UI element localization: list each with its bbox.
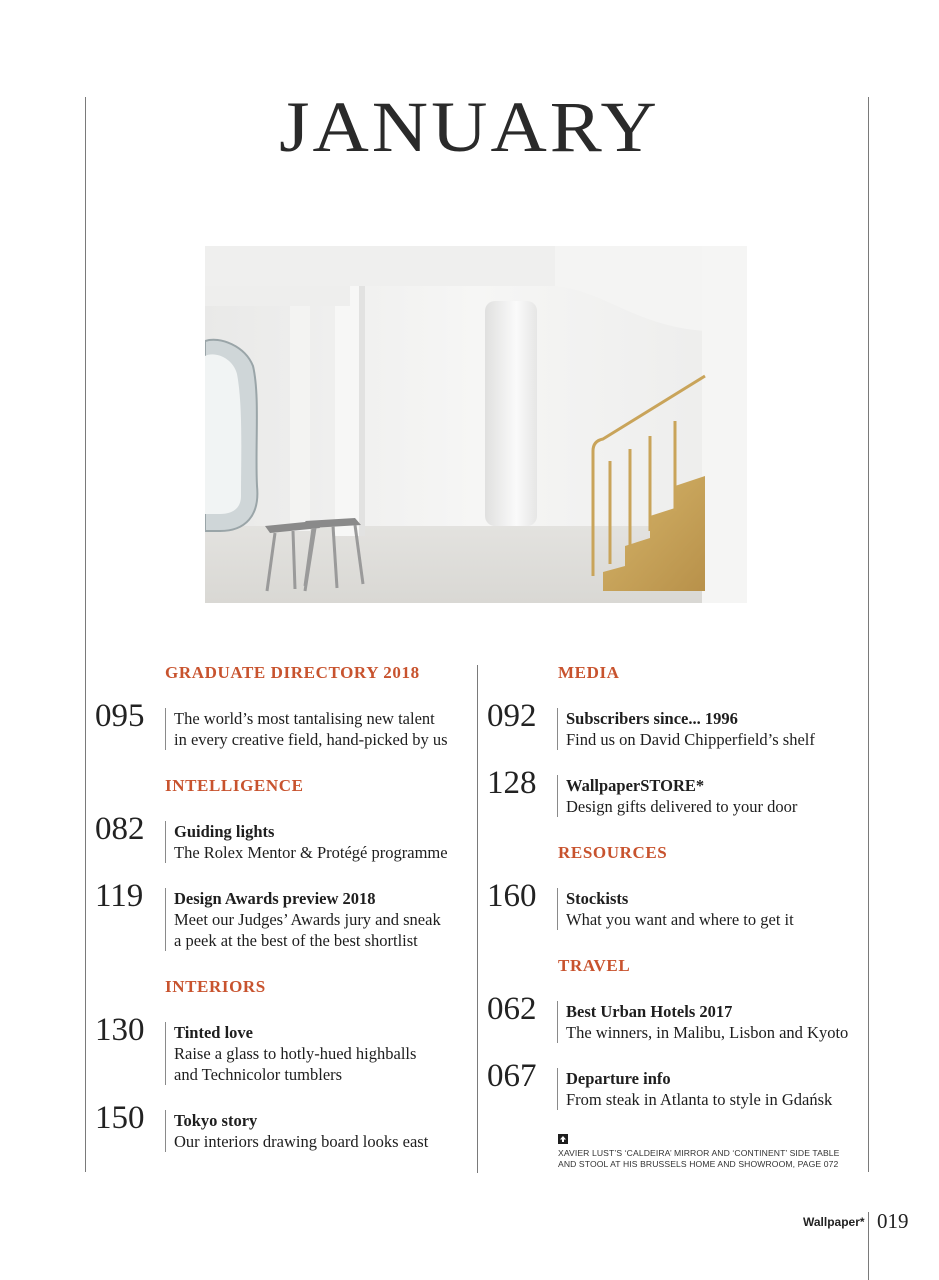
photo-caption [558, 1134, 839, 1170]
section-heading-travel: TRAVEL [558, 956, 631, 975]
entry-description-line: The world’s most tantalising new talent [174, 709, 435, 728]
page-number: 092 [487, 698, 537, 734]
entry-headline: Guiding lights [174, 822, 275, 841]
page-number: 062 [487, 991, 537, 1027]
column-divider-rule [477, 665, 478, 1173]
right-margin-rule [868, 97, 869, 1172]
entry-headline: Stockists [566, 889, 629, 908]
entry-description-line: a peek at the best of the best shortlist [174, 931, 418, 950]
footer-divider-rule [868, 1212, 869, 1280]
page-number: 150 [95, 1100, 145, 1136]
entry-headline: Best Urban Hotels 2017 [566, 1002, 733, 1021]
page-number: 130 [95, 1012, 145, 1048]
brand-logo-text: Wallpaper* [803, 1215, 865, 1229]
section-heading-intelligence: INTELLIGENCE [165, 776, 304, 795]
page-number: 119 [95, 878, 144, 914]
caption-line: XAVIER LUST’S ‘CALDEIRA’ MIRROR AND ‘CONTINENT’ SIDE TABLE [558, 1148, 840, 1158]
section-heading-resources: RESOURCES [558, 843, 668, 862]
page-number: 095 [95, 698, 145, 734]
entry-description-line: in every creative field, hand-picked by us [174, 730, 448, 749]
section-heading-media: MEDIA [558, 663, 620, 682]
page-number: 067 [487, 1058, 537, 1094]
entry-description-line: Meet our Judges’ Awards jury and sneak [174, 910, 441, 929]
entry-description-line: Our interiors drawing board looks east [174, 1132, 429, 1151]
entry-description-line: and Technicolor tumblers [174, 1065, 343, 1084]
entry-description-line: Raise a glass to hotly-hued highballs [174, 1044, 417, 1063]
page-number: 160 [487, 878, 537, 914]
footer-page-number: 019 [877, 1209, 909, 1233]
page-title: JANUARY [279, 86, 660, 167]
arrow-up-icon [558, 1134, 568, 1144]
entry-description-line: The Rolex Mentor & Protégé programme [174, 843, 448, 862]
entry-description-line: Find us on David Chipperfield’s shelf [566, 730, 815, 749]
interior-photo [205, 246, 747, 603]
entry-description-line: The winners, in Malibu, Lisbon and Kyoto [566, 1023, 849, 1042]
section-heading-interiors: INTERIORS [165, 977, 266, 996]
entry-description-line: What you want and where to get it [566, 910, 794, 929]
entry-headline: Tinted love [174, 1023, 253, 1042]
entry-description-line: From steak in Atlanta to style in Gdańsk [566, 1090, 833, 1109]
entry-description-line: Design gifts delivered to your door [566, 797, 798, 816]
left-margin-rule [85, 97, 86, 1172]
caption-line: AND STOOL AT HIS BRUSSELS HOME AND SHOWROOM, PAGE 072 [558, 1159, 839, 1169]
entry-headline: Subscribers since... 1996 [566, 709, 738, 728]
section-heading-graduate-directory: GRADUATE DIRECTORY 2018 [165, 663, 420, 682]
page-number: 082 [95, 811, 145, 847]
entry-headline: Departure info [566, 1069, 671, 1088]
page-number: 128 [487, 765, 537, 801]
entry-headline: Design Awards preview 2018 [174, 889, 376, 908]
entry-headline: Tokyo story [174, 1111, 258, 1130]
entry-headline: WallpaperSTORE* [566, 776, 705, 795]
